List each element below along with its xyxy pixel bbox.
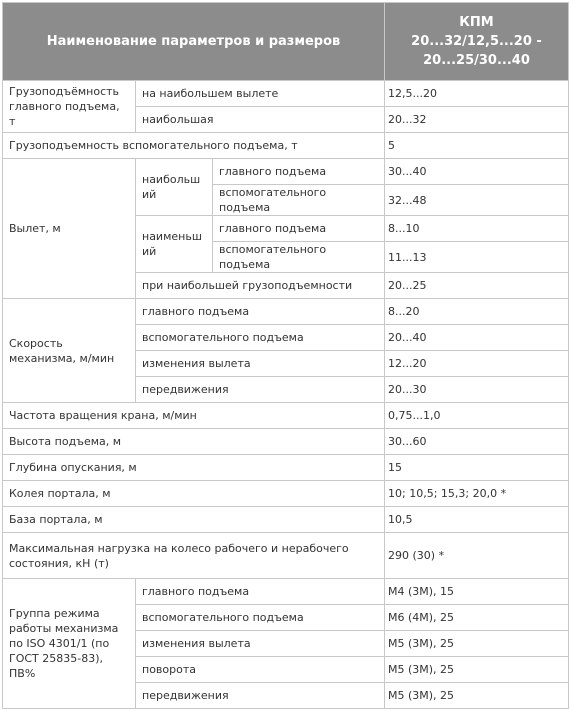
row-value: 20...40 [385,325,569,351]
row-value: М5 (3М), 25 [385,683,569,709]
row-sublabel: передвижения [136,683,385,709]
table-header-row [3,3,569,81]
row-label: Максимальная нагрузка на колесо рабочего и нерабочего состояния, кН (т) [3,533,385,579]
table-row [3,159,569,185]
row-sublabel: главного подъема [136,299,385,325]
row-value: 32...48 [385,185,569,216]
value-header-line-2: 20...32/12,5...20 - [411,34,542,49]
param-column-header: Наименование параметров и размеров [3,3,385,81]
value-header-line-3: 20...25/30...40 [423,53,530,68]
row-label: База портала, м [3,507,385,533]
row-label: Грузоподъемность вспомогательного подъема, т [3,133,385,159]
row-sublabel: главного подъема [136,579,385,605]
row-value: 10; 10,5; 15,3; 20,0 * [385,481,569,507]
row-value: 15 [385,455,569,481]
row-label: Грузоподъёмность главного подъема, т [3,81,136,133]
row-label: Частота вращения крана, м/мин [3,403,385,429]
row-label: Колея портала, м [3,481,385,507]
row-value: 0,75...1,0 [385,403,569,429]
row-sublabel: вспомогательного подъема [136,605,385,631]
row-sublabel: на наибольшем вылете [136,81,385,107]
value-column-header [385,3,569,81]
row-label: Глубина опускания, м [3,455,385,481]
row-value: М5 (3М), 25 [385,657,569,683]
row-sublabel: передвижения [136,377,385,403]
table-row [3,481,569,507]
row-value: 20...32 [385,107,569,133]
row-value: 12...20 [385,351,569,377]
row-group-label: наибольший [136,159,213,216]
row-value: 20...30 [385,377,569,403]
row-sublabel: вспомогательного подъема [213,242,385,273]
row-value: 30...60 [385,429,569,455]
row-value: 8...20 [385,299,569,325]
table-row [3,81,569,107]
row-value: 290 (30) * [385,533,569,579]
row-value: М6 (4М), 25 [385,605,569,631]
row-value: М5 (3М), 25 [385,631,569,657]
row-sublabel: главного подъема [213,216,385,242]
row-value: 30...40 [385,159,569,185]
row-value: 5 [385,133,569,159]
row-sublabel: поворота [136,657,385,683]
row-value: 8...10 [385,216,569,242]
row-sublabel: при наибольшей грузоподъемности [136,273,385,299]
table-row [3,579,569,605]
table-row [3,533,569,579]
table-row [3,429,569,455]
row-label: Вылет, м [3,159,136,299]
row-value: 12,5...20 [385,81,569,107]
row-value: М4 (3М), 15 [385,579,569,605]
row-sublabel: вспомогательного подъема [213,185,385,216]
row-sublabel: вспомогательного подъема [136,325,385,351]
row-sublabel: главного подъема [213,159,385,185]
table-row [3,299,569,325]
specs-table [2,2,569,709]
row-sublabel: наибольшая [136,107,385,133]
table-row [3,403,569,429]
row-label: Скорость механизма, м/мин [3,299,136,403]
row-sublabel: изменения вылета [136,631,385,657]
row-value: 10,5 [385,507,569,533]
table-row [3,133,569,159]
row-sublabel: изменения вылета [136,351,385,377]
row-label: Высота подъема, м [3,429,385,455]
table-row [3,507,569,533]
row-group-label: наименьший [136,216,213,273]
row-value: 20...25 [385,273,569,299]
row-value: 11...13 [385,242,569,273]
table-row [3,455,569,481]
row-label: Группа режима работы механизма по ISO 4301/1 (по ГОСТ 25835-83), ПВ% [3,579,136,709]
value-header-line-1: КПМ [459,15,494,30]
